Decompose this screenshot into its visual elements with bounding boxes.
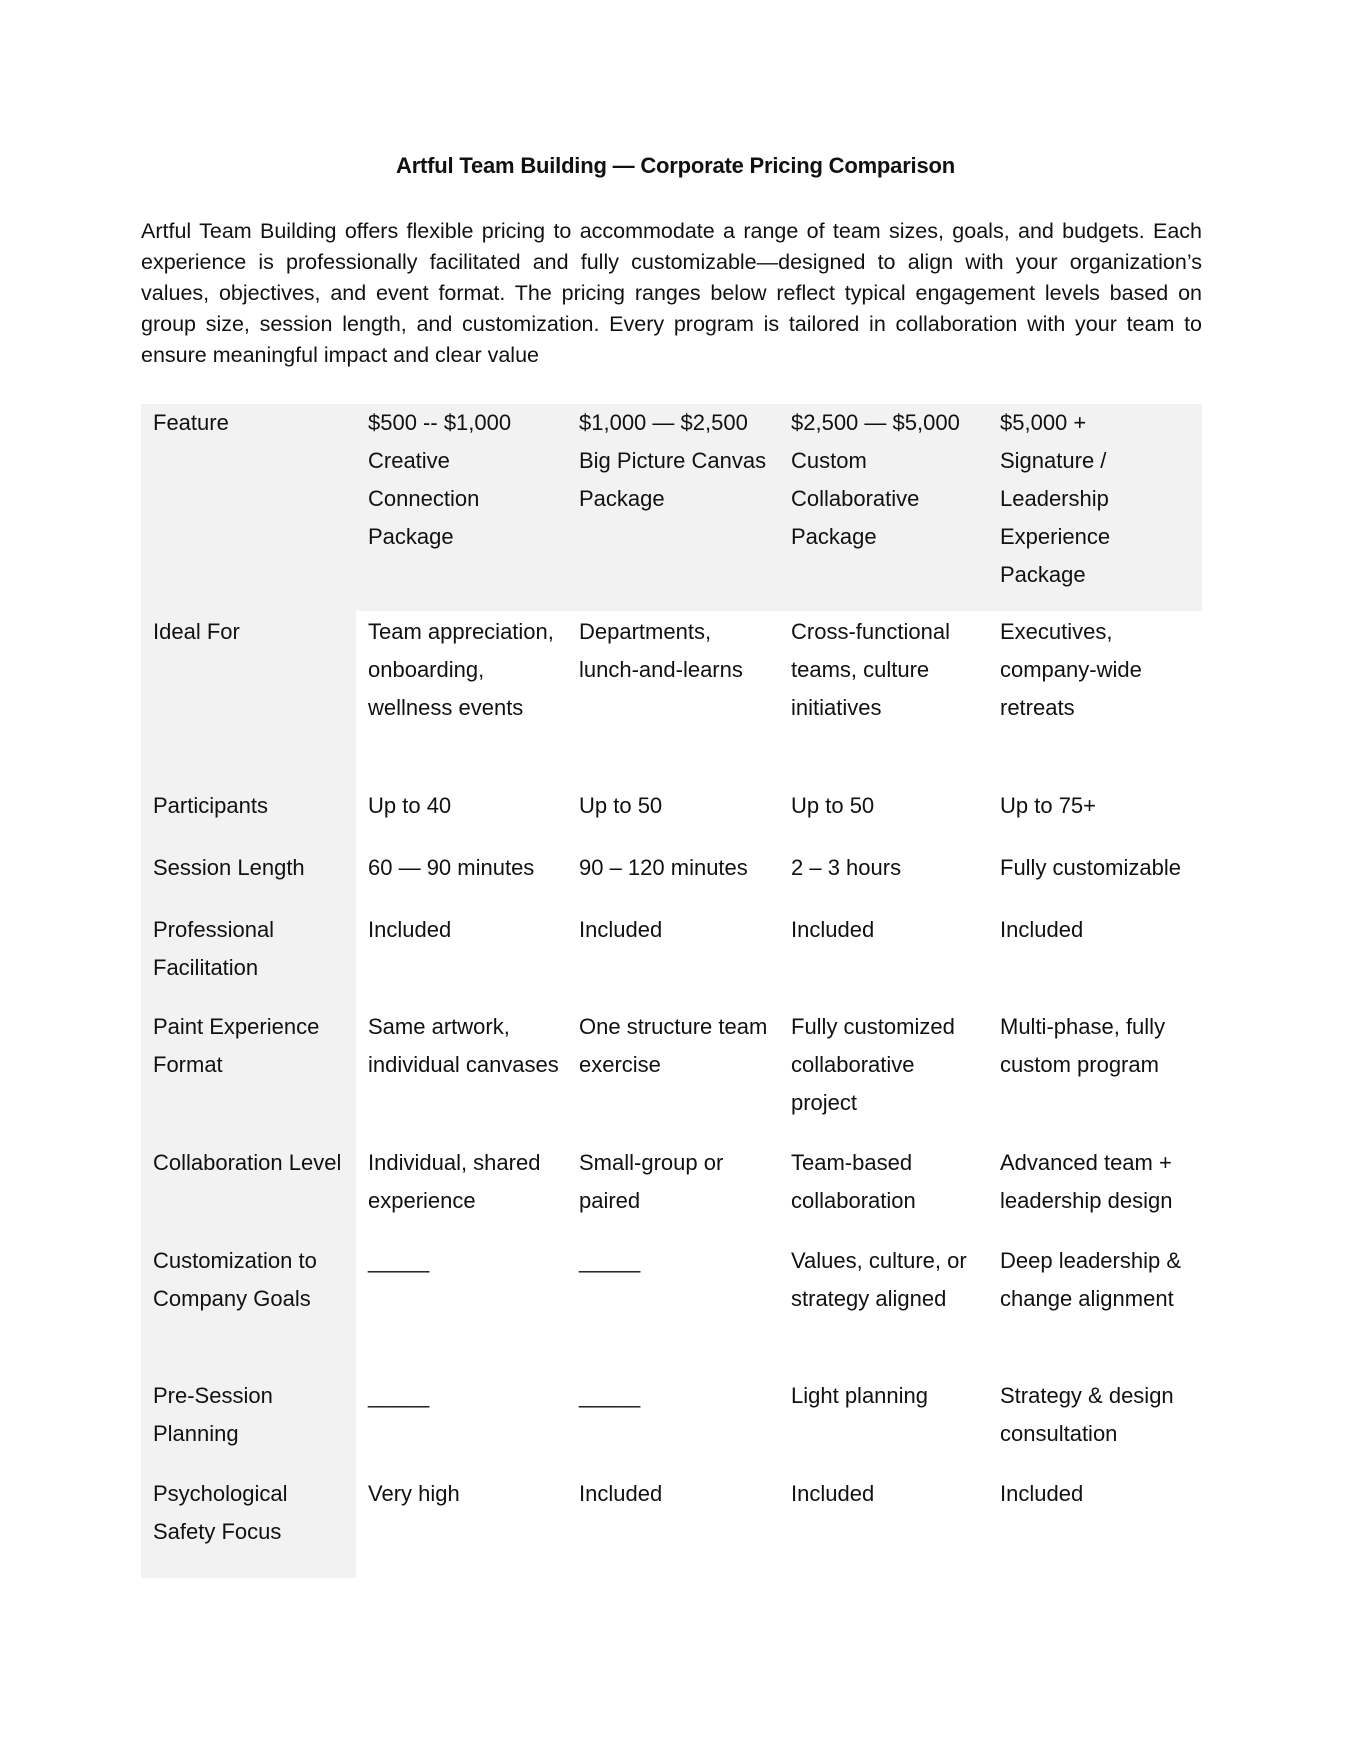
- header-feature-label: Feature: [153, 410, 229, 435]
- table-cell: Team appreciation, onboarding, wellness events: [368, 619, 554, 720]
- table-cell: _____: [579, 1383, 641, 1408]
- table-row: [141, 785, 1202, 847]
- header-package-cell: [988, 404, 1202, 611]
- table-cell: Team-based collaboration: [791, 1150, 916, 1213]
- table-cell: Same artwork, individual canvases: [368, 1014, 559, 1077]
- table-row: [141, 1142, 1202, 1240]
- row-feature-label: Session Length: [141, 847, 356, 909]
- row-feature-label: Ideal For: [141, 611, 356, 785]
- table-cell: Included: [579, 1481, 663, 1506]
- row-feature-label: Psychological Safety Focus: [141, 1473, 356, 1578]
- table-cell: 60 — 90 minutes: [368, 855, 535, 880]
- table-cell: Strategy & design consultation: [1000, 1383, 1174, 1446]
- table-cell: 90 – 120 minutes: [579, 855, 748, 880]
- table-row: [141, 611, 1202, 785]
- table-cell: Small-group or paired: [579, 1150, 724, 1213]
- pricing-comparison-table: [141, 404, 1202, 1578]
- table-cell: Advanced team + leadership design: [1000, 1150, 1173, 1213]
- row-feature-label: Collaboration Level: [141, 1142, 356, 1240]
- table-cell: Included: [791, 917, 875, 942]
- row-feature-label: Professional Facilitation: [141, 909, 356, 1006]
- table-cell: 2 – 3 hours: [791, 855, 902, 880]
- package-name: Signature / Leadership Experience Package: [1000, 448, 1111, 587]
- header-package-cell: [779, 404, 988, 611]
- package-price: $1,000 — $2,500: [579, 410, 748, 435]
- table-row: [141, 1473, 1202, 1578]
- row-feature-label: Participants: [141, 785, 356, 847]
- table-cell: _____: [579, 1248, 641, 1273]
- table-cell: Cross-functional teams, culture initiatives: [791, 619, 950, 720]
- table-cell: Multi-phase, fully custom program: [1000, 1014, 1166, 1077]
- table-row: [141, 847, 1202, 909]
- table-cell: Individual, shared experience: [368, 1150, 541, 1213]
- table-cell: Up to 50: [579, 793, 663, 818]
- table-row: [141, 1006, 1202, 1142]
- header-feature-cell: [141, 404, 356, 611]
- table-row: [141, 909, 1202, 1006]
- table-cell: Fully customized collaborative project: [791, 1014, 955, 1115]
- table-cell: Executives, company-wide retreats: [1000, 619, 1142, 720]
- package-name: Big Picture Canvas Package: [579, 448, 767, 511]
- package-price: $5,000 +: [1000, 410, 1087, 435]
- package-name: Custom Collaborative Package: [791, 448, 920, 549]
- header-package-cell: [356, 404, 567, 611]
- page-title: Artful Team Building — Corporate Pricing Comparison: [396, 153, 955, 178]
- table-cell: Included: [1000, 917, 1084, 942]
- table-cell: Departments, lunch-and-learns: [579, 619, 743, 682]
- table-cell: Values, culture, or strategy aligned: [791, 1248, 967, 1311]
- package-price: $2,500 — $5,000: [791, 410, 960, 435]
- header-package-cell: [567, 404, 779, 611]
- row-feature-label: Pre-Session Planning: [141, 1375, 356, 1473]
- table-cell: _____: [368, 1383, 430, 1408]
- table-cell: One structure team exercise: [579, 1014, 768, 1077]
- table-cell: Included: [368, 917, 452, 942]
- table-cell: _____: [368, 1248, 430, 1273]
- row-feature-label: Paint Experience Format: [141, 1006, 356, 1142]
- table-cell: Light planning: [791, 1383, 929, 1408]
- table-cell: Up to 50: [791, 793, 875, 818]
- intro-paragraph: Artful Team Building offers flexible pricing to accommodate a range of team sizes, goals, and budgets. Each experience is professionally facilitated and fully customizable—designed to align with your organization’s values, objectives, and event format. The pricing ranges below reflect typical engagement levels based on group size, session length, and customization. Every program is tailored in collaboration with your team to ensure meaningful impact and clear value: [141, 219, 1202, 367]
- table-cell: Up to 75+: [1000, 793, 1097, 818]
- table-cell: Fully customizable: [1000, 855, 1181, 880]
- package-price: $500 -- $1,000: [368, 410, 512, 435]
- table-row: [141, 1240, 1202, 1375]
- table-cell: Included: [1000, 1481, 1084, 1506]
- table-cell: Up to 40: [368, 793, 452, 818]
- table-row: [141, 1375, 1202, 1473]
- row-feature-label: Customization to Company Goals: [141, 1240, 356, 1375]
- table-cell: Included: [579, 917, 663, 942]
- package-name: Creative Connection Package: [368, 448, 480, 549]
- table-cell: Very high: [368, 1481, 460, 1506]
- table-header-row: [141, 404, 1202, 611]
- table-cell: Deep leadership & change alignment: [1000, 1248, 1182, 1311]
- table-cell: Included: [791, 1481, 875, 1506]
